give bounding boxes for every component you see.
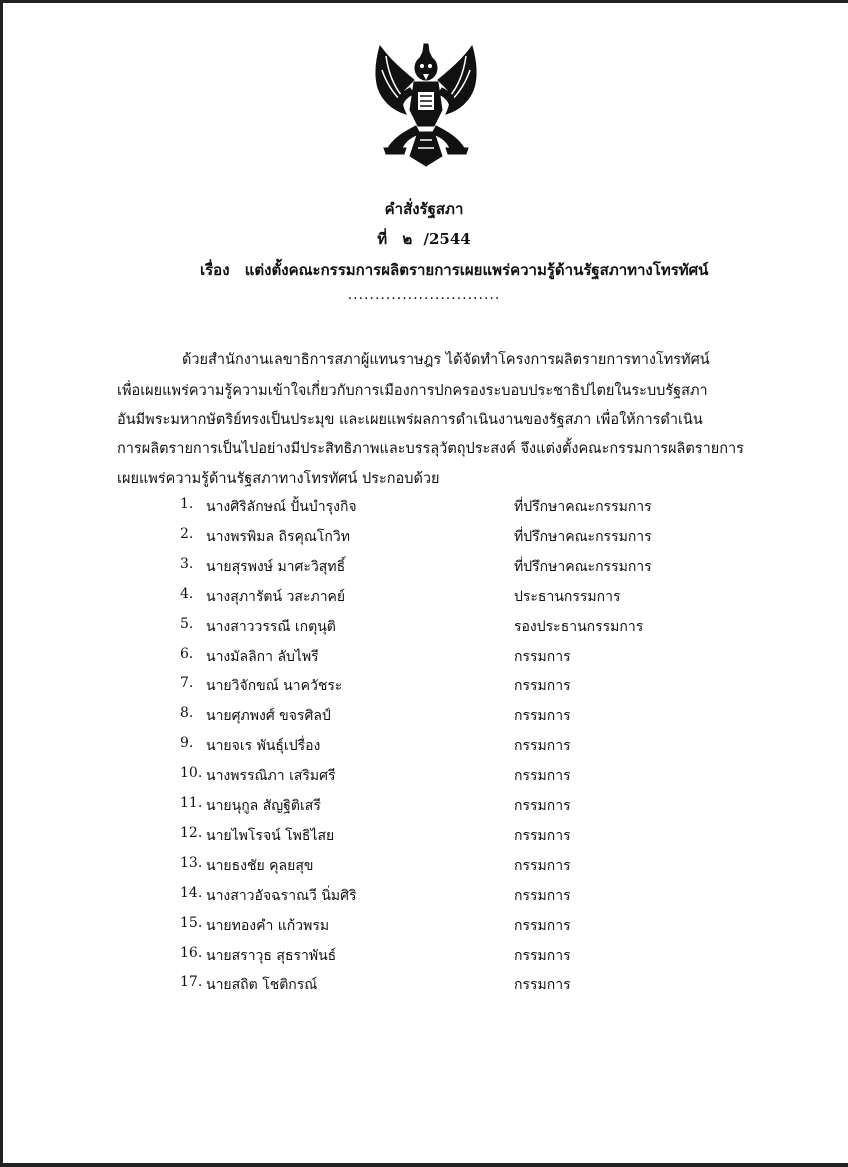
order-number: ๒: [402, 230, 413, 248]
member-number: 17.: [180, 974, 203, 991]
member-number: 11.: [180, 795, 203, 811]
committee-member-row: [180, 556, 700, 582]
member-name: นางสาวอัจฉราณวี นิ่มศิริ: [206, 887, 357, 904]
member-name: นางศิริลักษณ์ ปั้นบำรุงกิจ: [206, 499, 357, 515]
member-role: กรรมการ: [514, 827, 571, 844]
member-name: นายสุรพงษ์ มาศะวิสุทธิ์: [206, 558, 346, 575]
member-role: กรรมการ: [514, 977, 571, 994]
member-name: นายธงชัย คุลยสุข: [206, 857, 314, 874]
committee-member-row: [180, 646, 700, 672]
committee-member-row: [180, 974, 700, 1000]
member-number: 8.: [180, 705, 194, 722]
garuda-emblem-icon: [362, 40, 490, 170]
member-number: 7.: [180, 675, 194, 692]
member-name: นางพรพิมล ถิรคุณโกวิท: [206, 528, 350, 545]
order-title: คำสั่งรัฐสภา: [384, 200, 464, 218]
committee-member-row: [180, 855, 700, 881]
body-line-5: เผยแพร่ความรู้ด้านรัฐสภาทางโทรทัศน์ ประกอบด้วย: [117, 471, 440, 487]
committee-member-row: [180, 526, 700, 552]
member-role: กรรมการ: [514, 768, 571, 785]
scan-edge-left: [0, 0, 3, 1167]
member-name: นายไพโรจน์ โพธิไสย: [206, 827, 335, 844]
member-name: นางพรรณิภา เสริมศรี: [206, 768, 336, 785]
member-number: 13.: [180, 854, 203, 871]
member-number: 3.: [180, 555, 194, 572]
member-name: นายจเร พันธุ์เปรื่อง: [206, 738, 321, 755]
order-subject-line: [200, 258, 708, 282]
member-number: 6.: [180, 645, 194, 662]
member-role: กรรมการ: [514, 947, 571, 964]
body-line-3: อันมีพระมหากษัตริย์ทรงเป็นประมุข และเผยแพร่ผลการดำเนินงานของรัฐสภา เพื่อให้การดำเนิน: [117, 412, 703, 428]
member-number: 1.: [180, 496, 194, 512]
member-role: รองประธานกรรมการ: [514, 618, 644, 635]
committee-member-row: [180, 496, 700, 522]
subject-text: แต่งตั้งคณะกรรมการผลิตรายการเผยแพร่ความรู้ด้านรัฐสภาทางโทรทัศน์: [244, 261, 709, 279]
committee-member-row: [180, 616, 700, 642]
scan-edge-bottom: [0, 1163, 848, 1167]
body-line-1: ด้วยสำนักงานเลขาธิการสภาผู้แทนราษฎร ได้จัดทำโครงการผลิตรายการทางโทรทัศน์: [182, 352, 710, 368]
order-year: /2544: [423, 230, 471, 248]
member-number: 2.: [180, 525, 194, 542]
member-role: ประธานกรรมการ: [514, 588, 621, 605]
order-number-prefix: ที่: [377, 230, 388, 248]
member-number: 9.: [180, 735, 194, 752]
subject-label: เรื่อง: [200, 261, 230, 279]
body-line-4: การผลิตรายการเป็นไปอย่างมีประสิทธิภาพและบรรลุวัตถุประสงค์ จึงแต่งตั้งคณะกรรมการผลิตรายการ: [117, 441, 744, 457]
member-role: กรรมการ: [514, 678, 571, 695]
member-role: กรรมการ: [514, 738, 571, 755]
committee-member-row: [180, 675, 700, 701]
committee-member-row: [180, 795, 700, 821]
member-name: นางสุภารัตน์ วสะภาคย์: [206, 588, 346, 605]
committee-member-row: [180, 705, 700, 731]
body-line-2: เพื่อเผยแพร่ความรู้ความเข้าใจเกี่ยวกับการเมืองการปกครองระบอบประชาธิปไตยในระบบรัฐสภา: [117, 383, 708, 399]
member-role: กรรมการ: [514, 917, 571, 934]
member-name: นายนุกูล สัญฐิติเสรี: [206, 798, 321, 814]
scan-edge-top: [0, 0, 848, 3]
committee-member-row: [180, 915, 700, 941]
committee-member-row: [180, 945, 700, 971]
member-name: นายสถิต โชติกรณ์: [206, 977, 318, 994]
member-name: นายทองคำ แก้วพรม: [206, 917, 330, 934]
member-name: นายศุภพงศ์ ขจรศิลป์: [206, 708, 331, 725]
member-name: นางมัลลิกา ลับไพรี: [206, 648, 319, 665]
member-number: 14.: [180, 884, 203, 901]
member-role: ที่ปรึกษาคณะกรรมการ: [514, 499, 652, 515]
member-number: 10.: [180, 765, 203, 782]
committee-member-row: [180, 586, 700, 612]
member-number: 12.: [180, 824, 203, 841]
member-number: 16.: [180, 944, 203, 961]
member-role: ที่ปรึกษาคณะกรรมการ: [514, 528, 652, 545]
member-number: 15.: [180, 914, 203, 931]
committee-member-row: [180, 885, 700, 911]
member-number: 4.: [180, 585, 194, 602]
member-name: นางสาววรรณี เกตุนุติ: [206, 618, 336, 635]
member-name: นายสราวุธ สุธราพันธ์: [206, 947, 337, 964]
member-role: กรรมการ: [514, 887, 571, 904]
member-role: ที่ปรึกษาคณะกรรมการ: [514, 558, 652, 575]
member-role: กรรมการ: [514, 798, 571, 814]
member-name: นายวิจักขณ์ นาควัชระ: [206, 678, 343, 695]
member-role: กรรมการ: [514, 648, 571, 665]
committee-member-row: [180, 765, 700, 791]
member-role: กรรมการ: [514, 857, 571, 874]
order-number-line: [0, 227, 848, 251]
committee-member-row: [180, 735, 700, 761]
committee-member-row: [180, 825, 700, 851]
separator-dots: ............................: [347, 287, 501, 303]
member-role: กรรมการ: [514, 708, 571, 725]
member-number: 5.: [180, 615, 194, 632]
